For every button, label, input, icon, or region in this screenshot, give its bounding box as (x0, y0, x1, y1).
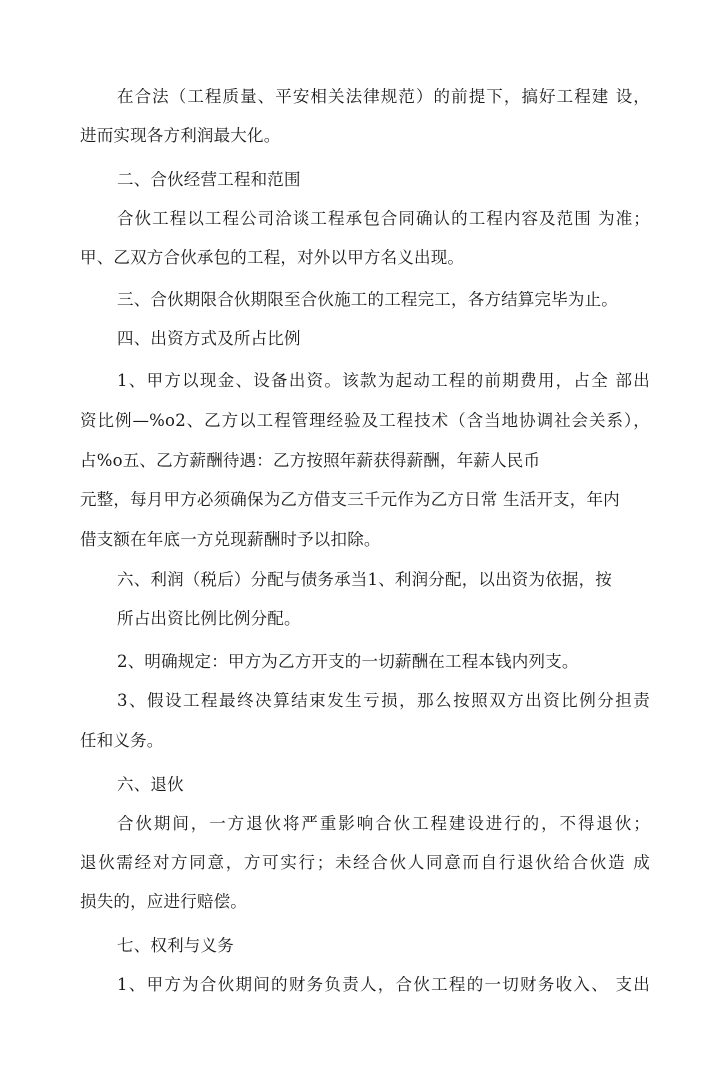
paragraph-line: 进而实现各方利润最大化。 (80, 126, 281, 145)
paragraph-line: 2、明确规定：甲方为乙方开支的一切薪酬在工程本钱内列支。 (117, 652, 579, 671)
section-heading: 四、出资方式及所占比例 (117, 329, 301, 348)
paragraph-line: 退伙需经对方同意，方可实行；未经合伙人同意而自行退伙给合伙造 成 (80, 853, 650, 872)
paragraph-line: 占%o五、乙方薪酬待遇：乙方按照年薪获得薪酬，年薪人民币 (80, 451, 541, 470)
paragraph-line: 资比例—%o2、乙方以工程管理经验及工程技术（含当地协调社会关系）， (80, 411, 650, 430)
paragraph-line: 在合法（工程质量、平安相关法律规范）的前提下，搞好工程建 设， (117, 87, 650, 106)
paragraph-line: 合伙期间，一方退伙将严重影响合伙工程建设进行的，不得退伙； (117, 814, 650, 833)
paragraph-line: 损失的，应进行赔偿。 (80, 892, 247, 911)
section-heading: 七、权利与义务 (117, 936, 234, 955)
paragraph-line: 1、甲方以现金、设备出资。该款为起动工程的前期费用，占全 部出 (117, 371, 650, 390)
section-heading: 六、退伙 (117, 775, 184, 794)
paragraph-line: 合伙工程以工程公司洽谈工程承包合同确认的工程内容及范围 为准； (117, 209, 650, 228)
paragraph-line: 借支额在年底一方兑现薪酬时予以扣除。 (80, 530, 381, 549)
paragraph-line: 任和义务。 (80, 731, 164, 750)
paragraph-line: 所占出资比例比例分配。 (117, 609, 301, 628)
paragraph-line: 1、甲方为合伙期间的财务负责人，合伙工程的一切财务收入、 支出 (117, 975, 650, 994)
paragraph-line: 元整，每月甲方必须确保为乙方借支三千元作为乙方日常 生活开支，年内 (80, 490, 620, 509)
section-heading: 二、合伙经营工程和范围 (117, 170, 301, 189)
paragraph-line: 3、假设工程最终决算结束发生亏损，那么按照双方出资比例分担责 (117, 691, 650, 710)
paragraph-line: 三、合伙期限合伙期限至合伙施工的工程完工，各方结算完毕为止。 (117, 290, 618, 309)
paragraph-line: 甲、乙双方合伙承包的工程，对外以甲方名义出现。 (80, 248, 465, 267)
paragraph-line: 六、利润（税后）分配与债务承当1、利润分配，以出资为依据，按 (117, 570, 612, 589)
